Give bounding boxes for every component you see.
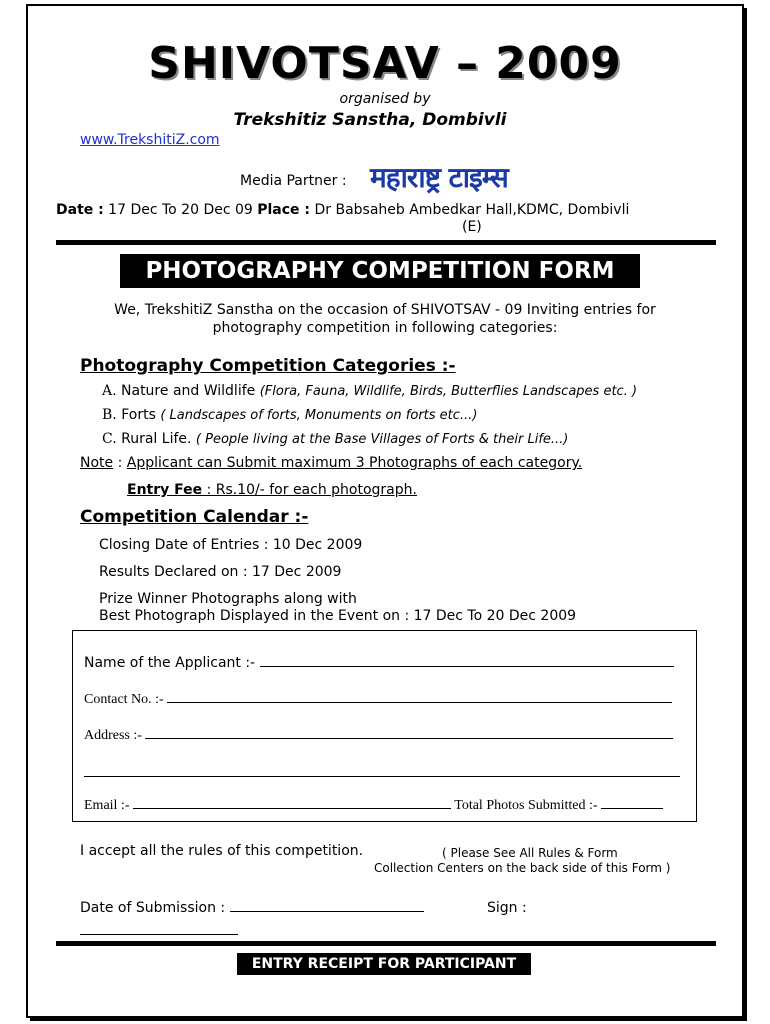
photos-input-line[interactable] [601, 808, 663, 809]
calendar-display-1: Prize Winner Photographs along with [99, 591, 357, 607]
divider-bottom [56, 941, 716, 946]
contact-field[interactable] [84, 692, 672, 708]
name-label: Name of the Applicant :- [84, 655, 260, 671]
category-name: Forts [121, 407, 161, 423]
event-date-place [56, 202, 629, 218]
category-num: C. [102, 431, 117, 447]
date-submission-input-line[interactable] [230, 911, 424, 912]
fee-value: : Rs.10/- for each photograph. [202, 482, 417, 498]
name-field[interactable] [84, 655, 674, 671]
place-value: Dr Babsaheb Ambedkar Hall,KDMC, Dombivli [310, 202, 630, 218]
category-item [102, 431, 568, 447]
name-input-line[interactable] [260, 666, 674, 667]
category-item [102, 407, 477, 423]
note-label: Note [80, 455, 114, 471]
calendar-display-2: Best Photograph Displayed in the Event on : 17 Dec To 20 Dec 2009 [99, 608, 577, 624]
media-partner-label: Media Partner : [240, 173, 347, 189]
form-title: PHOTOGRAPHY COMPETITION FORM [120, 254, 640, 288]
calendar-results: Results Declared on : 17 Dec 2009 [99, 564, 342, 580]
email-field[interactable] [84, 798, 663, 814]
event-title: SHIVOTSAV – 2009 [148, 38, 622, 89]
address-input-line-2[interactable] [84, 776, 680, 777]
category-desc: (Flora, Fauna, Wildlife, Birds, Butterflies Landscapes etc. ) [259, 384, 638, 399]
address-label: Address :- [84, 728, 146, 743]
category-item [102, 383, 637, 399]
email-label: Email :- [84, 798, 133, 813]
rules-note-line-1: ( Please See All Rules & Form [442, 846, 618, 860]
receipt-title: ENTRY RECEIPT FOR PARTICIPANT [237, 953, 531, 975]
category-name: Rural Life. [121, 431, 196, 447]
address-field[interactable] [84, 728, 673, 744]
place-value-cont: (E) [462, 219, 482, 235]
sign-input-line[interactable] [80, 934, 238, 935]
sign-label: Sign : [487, 900, 527, 916]
note [80, 455, 582, 471]
note-sep: : [113, 455, 127, 471]
fee-label: Entry Fee [127, 482, 203, 498]
note-value: Applicant can Submit maximum 3 Photographs of each category. [126, 455, 583, 471]
email-input-line[interactable] [133, 808, 451, 809]
calendar-heading: Competition Calendar :- [80, 507, 309, 527]
organiser-name: Trekshitiz Sanstha, Dombivli [233, 110, 507, 130]
intro-line-1: We, TrekshitiZ Sanstha on the occasion of SHIVOTSAV - 09 Inviting entries for [114, 302, 656, 318]
place-label: Place : [257, 202, 311, 218]
category-desc: ( Landscapes of forts, Monuments on forts etc...) [160, 408, 478, 423]
accept-rules-text: I accept all the rules of this competition. [80, 843, 364, 859]
date-submission-field[interactable] [80, 900, 424, 916]
contact-label: Contact No. :- [84, 692, 168, 707]
address-input-line[interactable] [145, 738, 673, 739]
contact-input-line[interactable] [167, 702, 672, 703]
entry-fee [127, 482, 417, 498]
date-label: Date : [56, 202, 104, 218]
organised-by-text: organised by [339, 91, 431, 107]
date-submission-label: Date of Submission : [80, 900, 230, 916]
date-value: 17 Dec To 20 Dec 09 [103, 202, 258, 218]
website-link[interactable]: www.TrekshitiZ.com [80, 132, 220, 148]
page-border-shadow-bottom [30, 1018, 747, 1021]
media-partner-logo: महाराष्ट्र टाइम्स [370, 161, 508, 194]
category-num: B. [102, 407, 117, 423]
intro-line-2: photography competition in following categories: [212, 320, 558, 336]
category-name: Nature and Wildlife [121, 383, 260, 399]
photos-label: Total Photos Submitted :- [451, 798, 602, 813]
category-num: A. [102, 383, 117, 399]
page-border-shadow-right [744, 8, 747, 1020]
category-desc: ( People living at the Base Villages of Forts & their Life...) [195, 432, 569, 447]
calendar-closing: Closing Date of Entries : 10 Dec 2009 [99, 537, 363, 553]
rules-note-line-2: Collection Centers on the back side of this Form ) [374, 861, 671, 875]
categories-heading: Photography Competition Categories :- [80, 356, 456, 376]
divider-top [56, 240, 716, 245]
